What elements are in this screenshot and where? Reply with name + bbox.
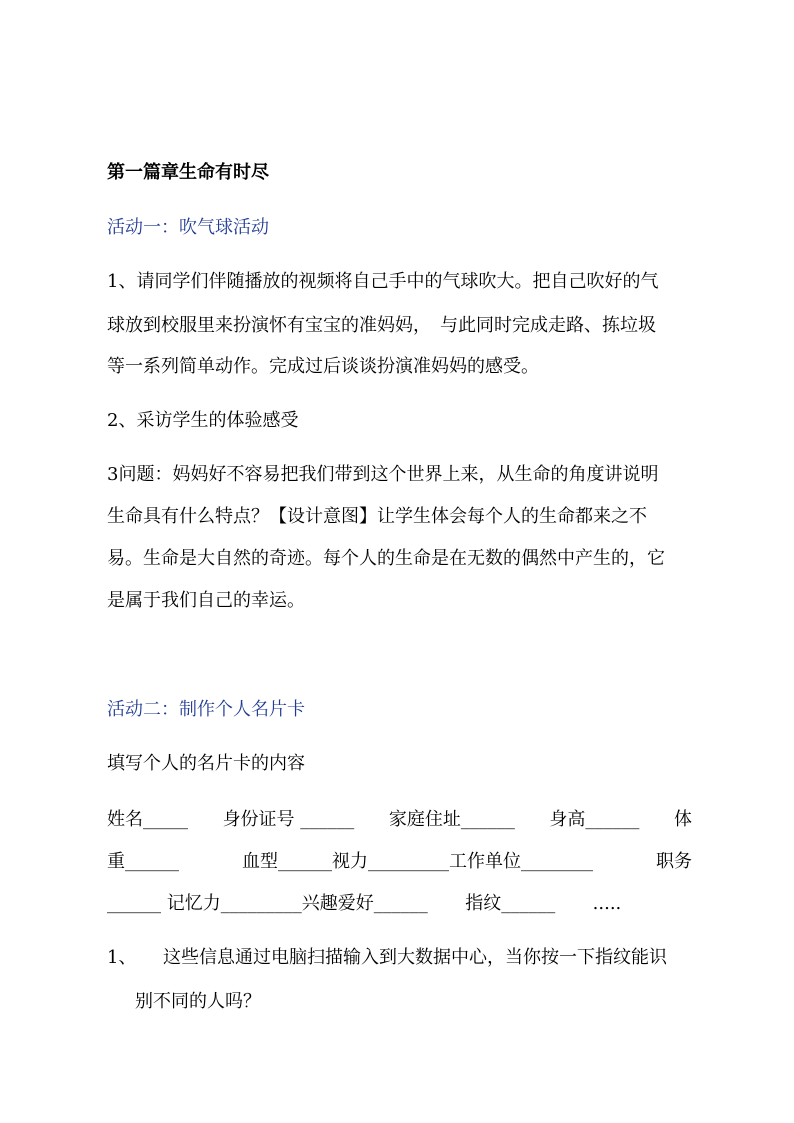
- activity1-paragraph3-line2: 生命具有什么特点？【设计意图】让学生体会每个人的生命都来之不: [107, 506, 647, 527]
- form-field-id-number: 身份证号 ______: [222, 809, 355, 830]
- form-field-blood-vision-work: 血型______视力_________工作单位________: [242, 851, 593, 872]
- form-field-weight-part1: 体: [673, 809, 692, 830]
- activity1-paragraph2: 2、采访学生的体验感受: [107, 410, 299, 431]
- activity1-heading: 活动一：吹气球活动: [107, 217, 269, 238]
- form-field-position: 职务: [656, 851, 692, 872]
- activity1-paragraph3-line1: 3问题：妈妈好不容易把我们带到这个世界上来，从生命的角度讲说明: [107, 464, 659, 485]
- activity2-heading: 活动二：制作个人名片卡: [107, 699, 305, 720]
- activity1-paragraph1-line2: 球放到校服里来扮演怀有宝宝的准妈妈， 与此同时完成走路、拣垃圾: [107, 315, 656, 336]
- form-ellipsis: .....: [592, 893, 622, 914]
- form-field-name: 姓名_____: [107, 809, 188, 830]
- form-field-address: 家庭住址______: [388, 809, 515, 830]
- card-form-line3: [107, 892, 692, 916]
- form-field-fingerprint: 指纹______: [465, 893, 556, 914]
- card-form-line1: [107, 808, 692, 832]
- question-number: 1、: [107, 947, 137, 968]
- activity1-paragraph1-line3: 等一系列简单动作。完成过后谈谈扮演准妈妈的感受。: [107, 356, 539, 377]
- form-field-height: 身高______: [549, 809, 640, 830]
- chapter-title: 第一篇章生命有时尽: [107, 162, 269, 183]
- question-line2: 别不同的人吗？: [135, 991, 261, 1012]
- activity2-intro: 填写个人的名片卡的内容: [107, 753, 305, 774]
- activity1-paragraph1-line1: 1、请同学们伴随播放的视频将自己手中的气球吹大。把自己吹好的气: [107, 271, 659, 292]
- activity1-paragraph3-line4: 是属于我们自己的幸运。: [107, 590, 305, 611]
- form-field-memory-hobby: ______ 记忆力_________兴趣爱好______: [107, 893, 428, 914]
- question-line1: 这些信息通过电脑扫描输入到大数据中心，当你按一下指纹能识: [163, 947, 667, 968]
- card-form-line2: [107, 850, 692, 874]
- form-field-weight-part2: 重______: [107, 851, 179, 872]
- activity1-paragraph3-line3: 易。生命是大自然的奇迹。每个人的生命是在无数的偶然中产生的，它: [107, 548, 665, 569]
